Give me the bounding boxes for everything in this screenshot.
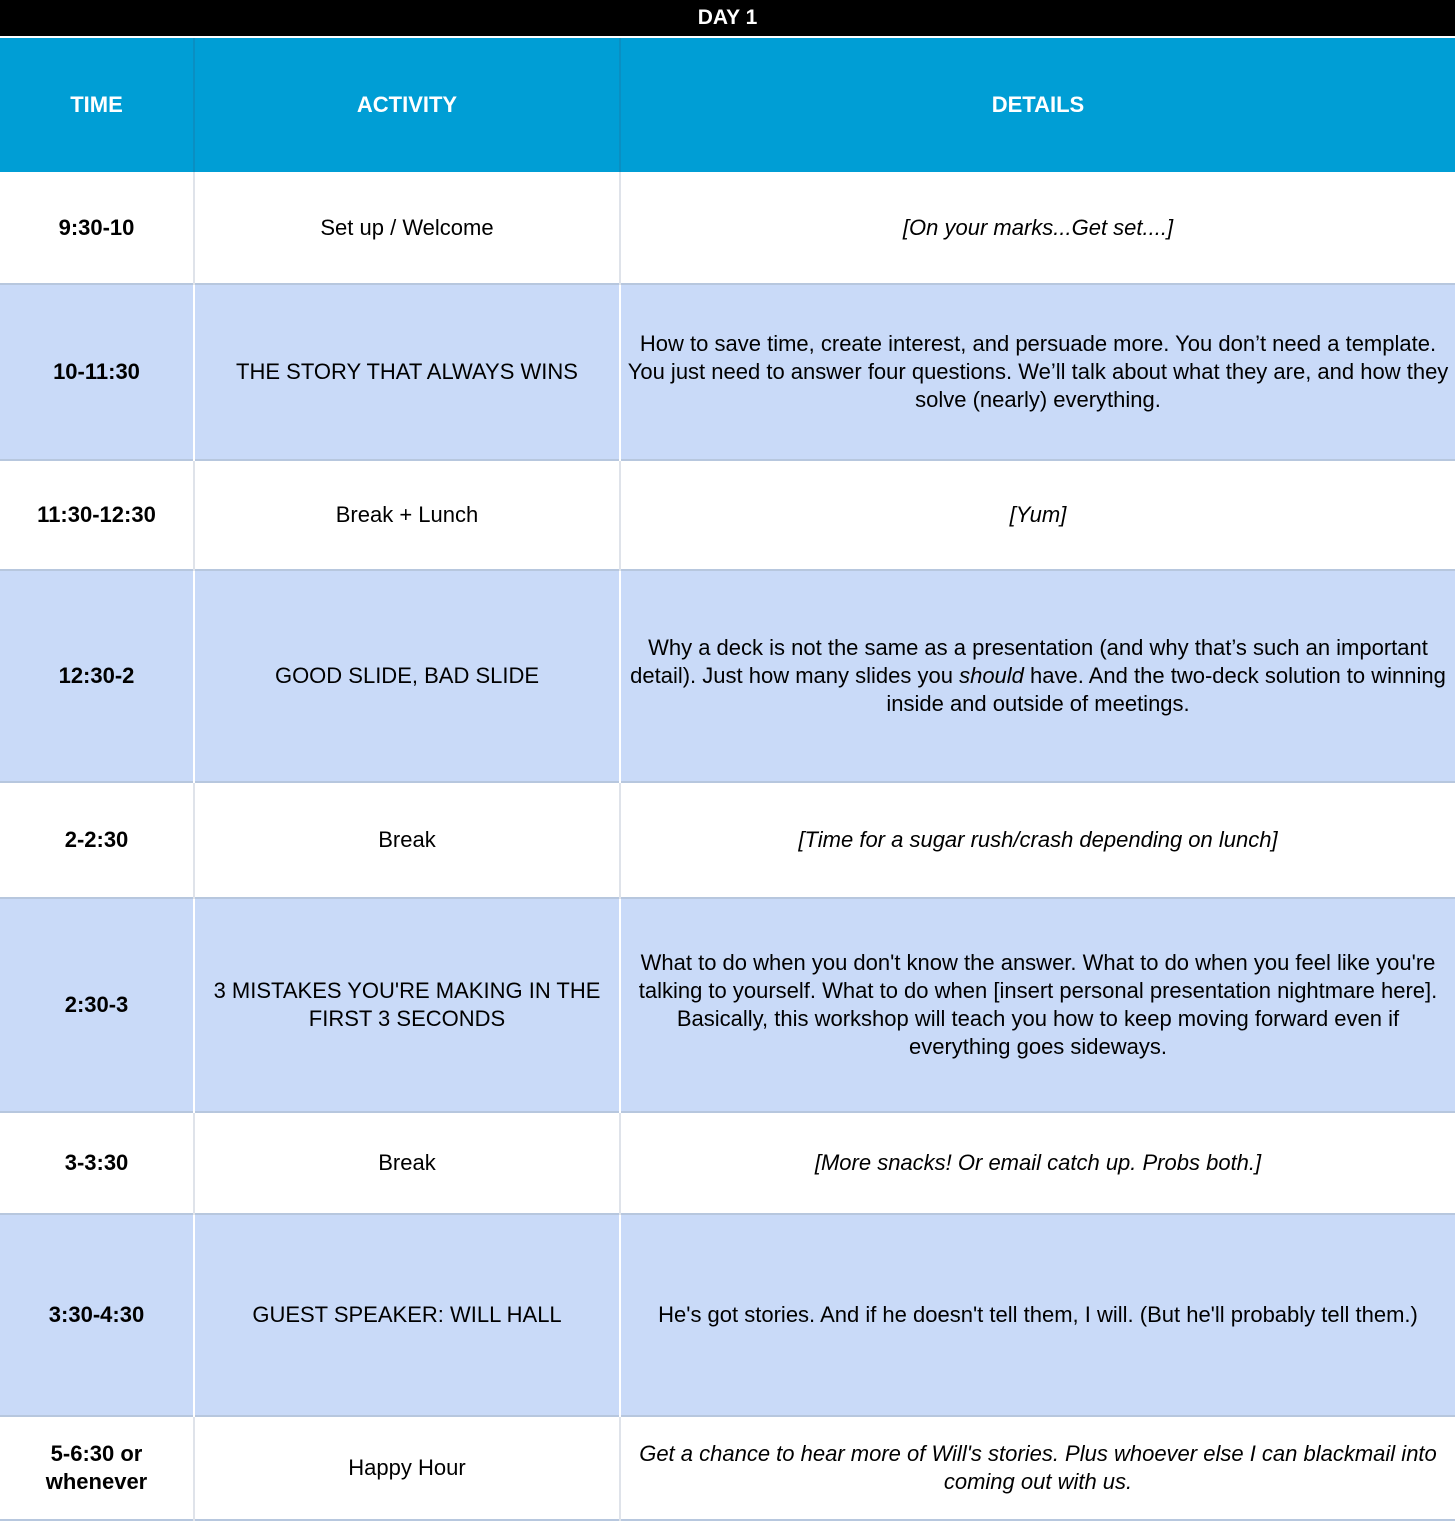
schedule-row (0, 782, 1455, 898)
activity-cell: Break (194, 782, 620, 898)
time-cell: 11:30-12:30 (0, 460, 194, 570)
activity-cell: Happy Hour (194, 1416, 620, 1520)
details-text: Why a deck is not the same as a presentation (and why that’s such an important detail). Just how many slides you (630, 635, 1428, 688)
activity-cell: GUEST SPEAKER: WILL HALL (194, 1214, 620, 1416)
schedule-row (0, 1112, 1455, 1214)
time-cell: 10-11:30 (0, 284, 194, 460)
time-cell: 5-6:30 or whenever (0, 1416, 194, 1520)
activity-cell: THE STORY THAT ALWAYS WINS (194, 284, 620, 460)
schedule-row (0, 898, 1455, 1112)
activity-cell: 3 MISTAKES YOU'RE MAKING IN THE FIRST 3 SECONDS (194, 898, 620, 1112)
time-cell: 9:30-10 (0, 172, 194, 284)
details-text: have. And the two-deck solution to winning inside and outside of meetings. (886, 663, 1446, 716)
activity-cell: GOOD SLIDE, BAD SLIDE (194, 570, 620, 782)
time-cell: 3:30-4:30 (0, 1214, 194, 1416)
details-cell: [On your marks...Get set....] (902, 214, 1174, 240)
day-title: DAY 1 (0, 0, 1455, 38)
schedule-row (0, 570, 1455, 782)
time-cell: 12:30-2 (0, 570, 194, 782)
schedule-row (0, 1416, 1455, 1520)
details-cell: [Time for a sugar rush/crash depending on lunch] (798, 827, 1278, 852)
column-header-time: TIME (0, 38, 194, 172)
details-cell: [More snacks! Or email catch up. Probs both.] (814, 1150, 1262, 1175)
time-cell: 2-2:30 (0, 782, 194, 898)
details-cell: How to save time, create interest, and persuade more. You don’t need a template. You just need to answer four questions. We’ll talk about what they are, and how they solve (nearly) everything. (627, 331, 1449, 412)
details-cell: He's got stories. And if he doesn't tell them, I will. (But he'll probably tell them.) (658, 1302, 1418, 1327)
details-cell: What to do when you don't know the answer. What to do when you feel like you're talking to yourself. What to do when [insert personal presentation nightmare here]. Basically, this workshop will teach you how to keep moving forward even if everything goes sideways. (638, 950, 1438, 1059)
activity-cell: Break (194, 1112, 620, 1214)
column-header-activity: ACTIVITY (194, 38, 620, 172)
column-header-details: DETAILS (991, 92, 1085, 117)
schedule-row (0, 1214, 1455, 1416)
details-emphasis: should (959, 663, 1024, 688)
schedule-table (0, 38, 1455, 1521)
schedule-row (0, 172, 1455, 284)
activity-cell: Set up / Welcome (194, 172, 620, 284)
time-cell: 3-3:30 (0, 1112, 194, 1214)
details-cell: Get a chance to hear more of Will's stories. Plus whoever else I can blackmail into coming out with us. (639, 1441, 1437, 1494)
details-cell: [Yum] (1009, 502, 1067, 527)
schedule-row (0, 284, 1455, 460)
time-cell: 2:30-3 (0, 898, 194, 1112)
schedule-row (0, 460, 1455, 570)
details-cell (620, 570, 1455, 782)
activity-cell: Break + Lunch (194, 460, 620, 570)
column-header-row (0, 38, 1455, 172)
